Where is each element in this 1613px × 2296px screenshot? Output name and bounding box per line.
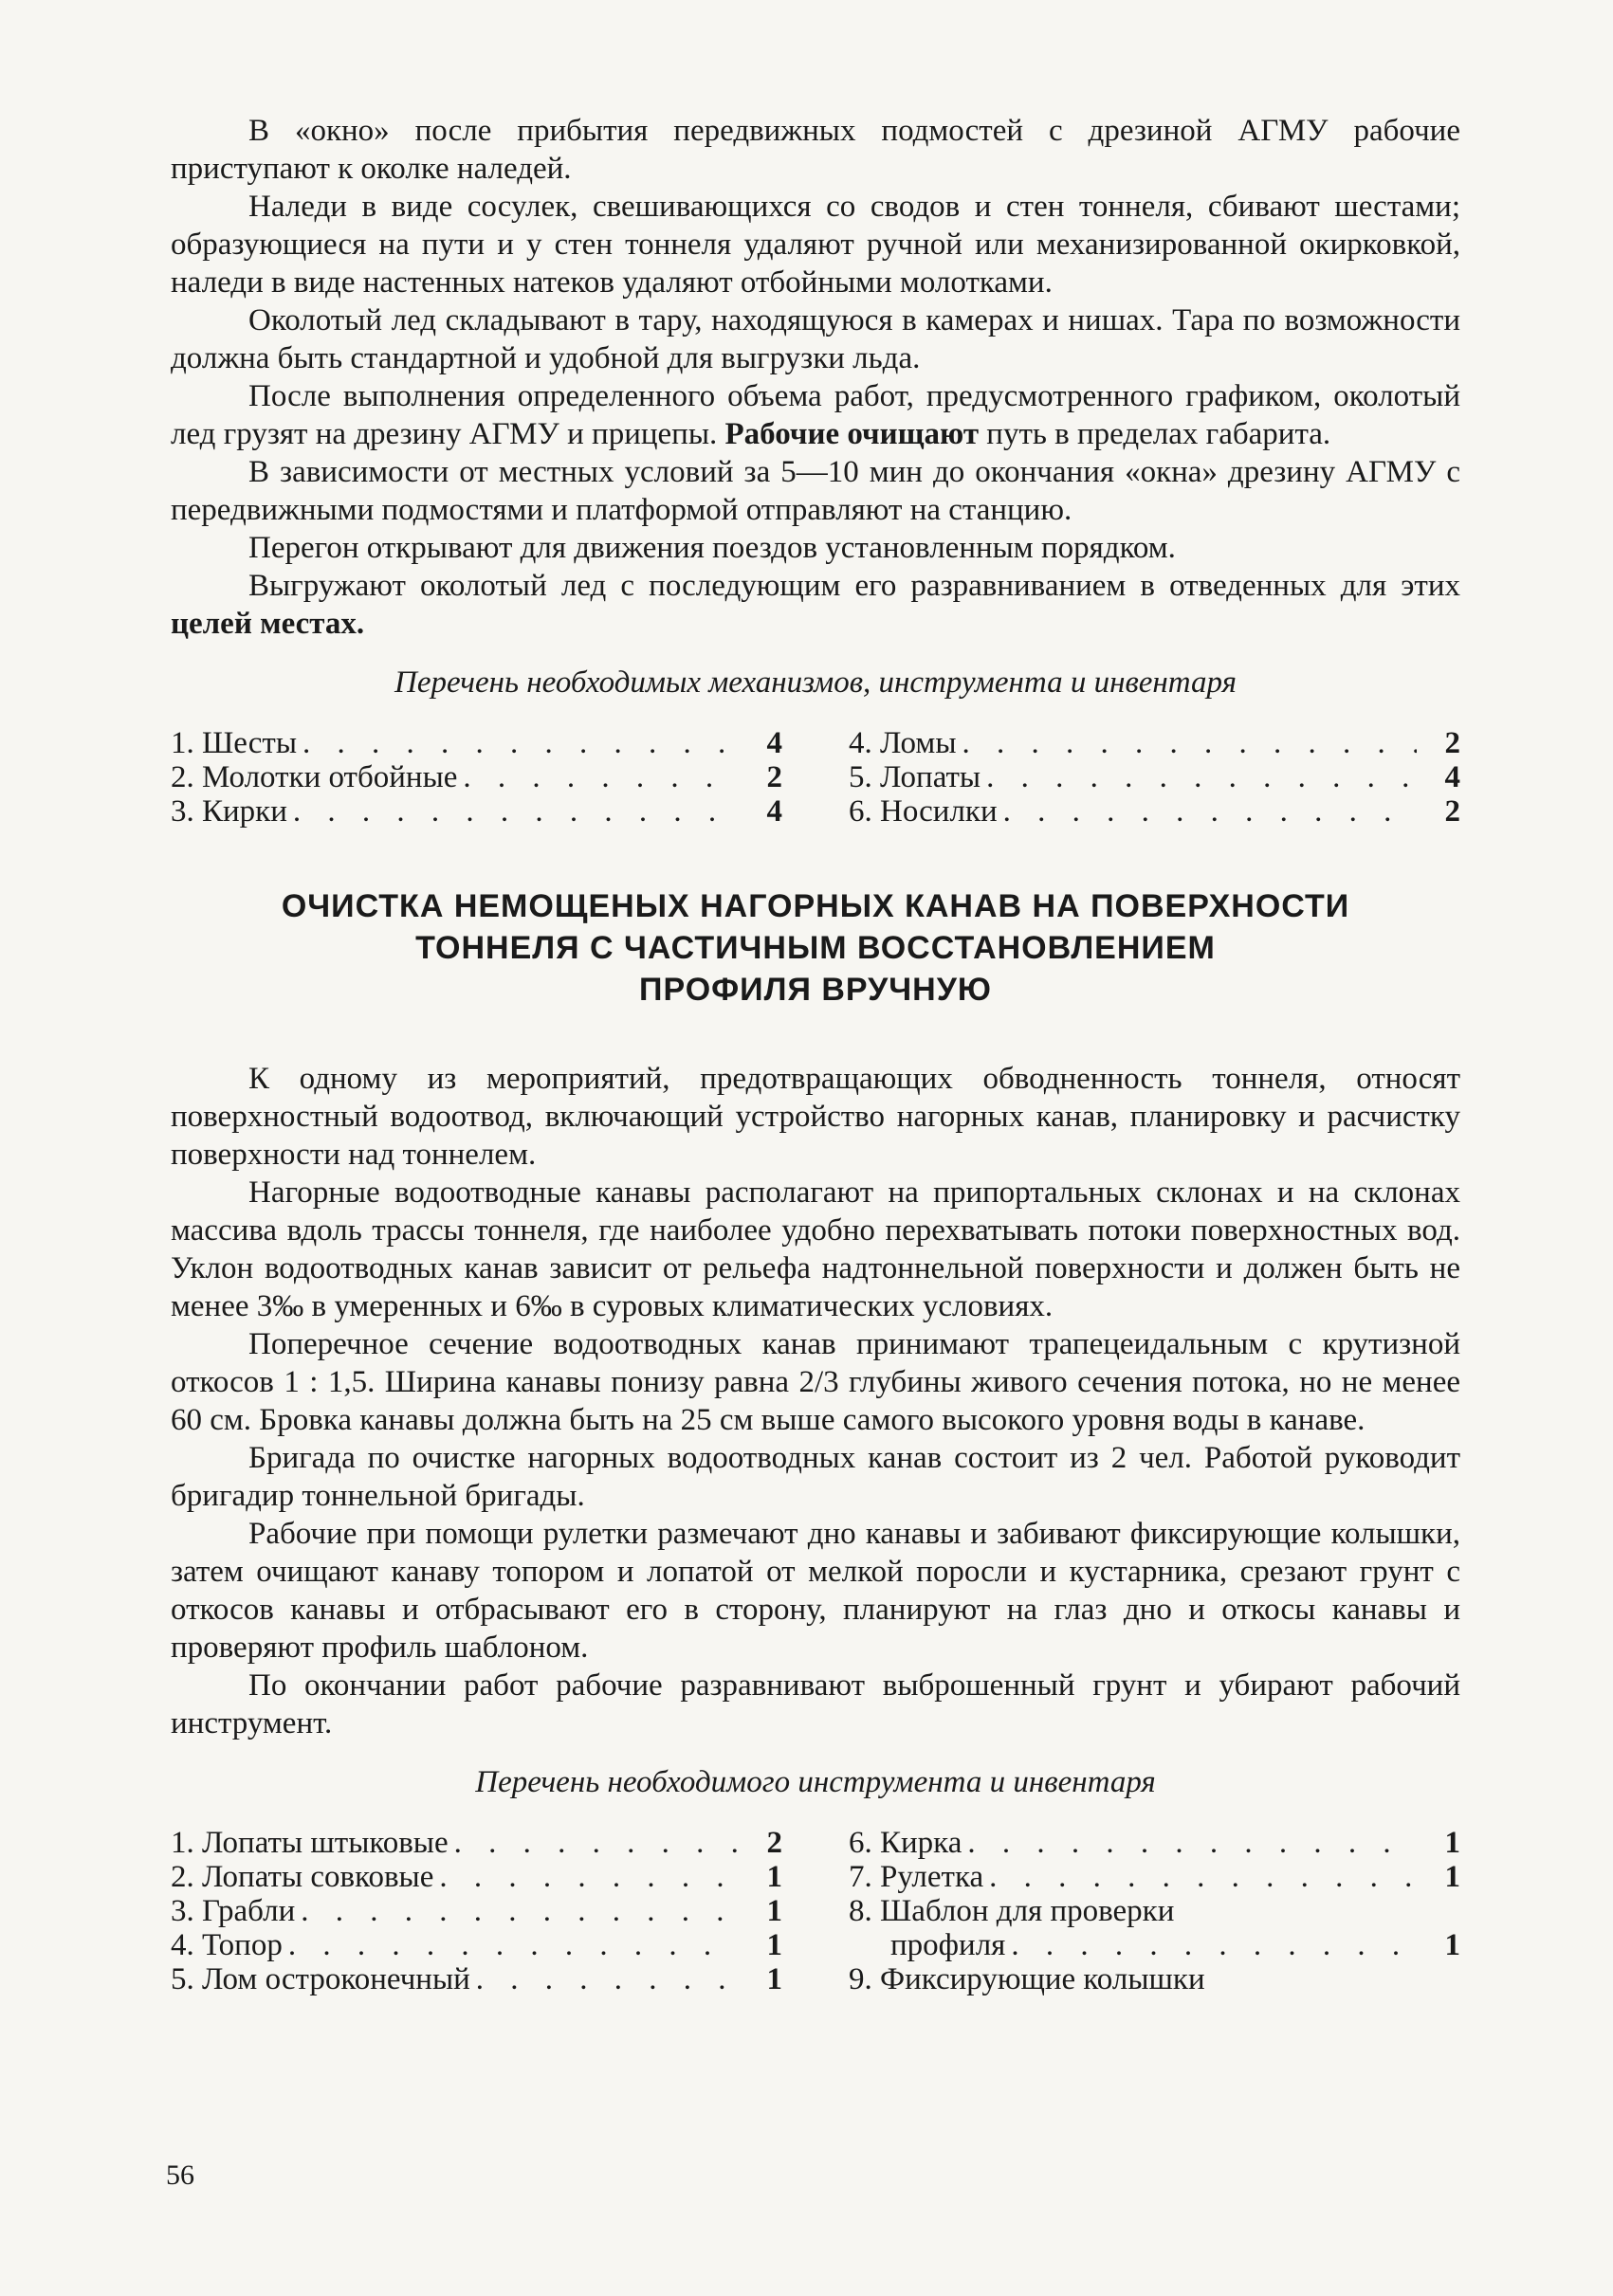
list-item: 7. Рулетка . . . 1 xyxy=(849,1860,1460,1894)
list-item: 2. Молотки отбойные . . . 2 xyxy=(171,760,782,794)
list-item: 5. Лопаты . . . 4 xyxy=(849,760,1460,794)
tools-list xyxy=(171,1826,1460,1996)
list-item: 8. Шаблон для проверки xyxy=(849,1894,1175,1928)
list-item: 9. Фиксирующие колышки xyxy=(849,1962,1205,1996)
section-heading: ОЧИСТКА НЕМОЩЕНЫХ НАГОРНЫХ КАНАВ НА ПОВЕРХНОСТИ ТОННЕЛЯ С ЧАСТИЧНЫМ ВОССТАНОВЛЕНИЕМ ПРОФИЛЯ ВРУЧНУЮ xyxy=(281,888,1350,1008)
paragraph: Бригада по очистке нагорных водоотводных канав состоит из 2 чел. Работой руководит бригадир тоннельной бригады. xyxy=(171,1441,1460,1513)
list-item: 4. Топор . . . 1 xyxy=(171,1928,782,1962)
tools-column-left xyxy=(171,1826,782,1996)
list-item: 4. Ломы . . . 2 xyxy=(849,726,1460,760)
paragraph: В «окно» после прибытия передвижных подмостей с дрезиной АГМУ рабочие приступают к околке наледей. xyxy=(171,114,1460,186)
tools-column-right xyxy=(849,1826,1460,1996)
list-item: 1. Лопаты штыковые . . . 2 xyxy=(171,1826,782,1860)
page-number: 56 xyxy=(166,2159,194,2191)
tools-list-title: Перечень необходимого инструмента и инвентаря xyxy=(475,1765,1156,1799)
equipment-column-right xyxy=(849,726,1460,829)
paragraph: По окончании работ рабочие разравнивают выброшенный грунт и убирают рабочий инструмент. xyxy=(171,1668,1460,1740)
list-item: 3. Кирки . . . 4 xyxy=(171,794,782,829)
paragraph: К одному из мероприятий, предотвращающих обводненность тоннеля, относят поверхностный водоотвод, включающий устройство нагорных канав, планировку и расчистку поверхности над тоннелем. xyxy=(171,1062,1460,1172)
list-item: 6. Носилки . . . 2 xyxy=(849,794,1460,829)
equipment-column-left xyxy=(171,726,782,829)
paragraph: Нагорные водоотводные канавы располагают на припортальных склонах и на склонах массива вдоль трассы тоннеля, где наиболее удобно перехватывать потоки поверхностных вод. Уклон водоотводных канав зависит от рельефа надтоннельной поверхности и должен быть не менее 3‰ в умеренных и 6‰ в суровых климатических условиях. xyxy=(171,1175,1460,1323)
paragraph: Выгружают околотый лед с последующим его разравниванием в отведенных для этих целей местах. xyxy=(171,569,1460,641)
list-item: 1. Шесты . . . 4 xyxy=(171,726,782,760)
paragraph: Поперечное сечение водоотводных канав принимают трапецеидальным с крутизной откосов 1 : 1,5. Ширина канавы понизу равна 2/3 глубины живого сечения потока, но не менее 60 см. Бровка канавы должна быть на 25 см выше самого высокого уровня воды в канаве. xyxy=(171,1327,1460,1437)
paragraph: В зависимости от местных условий за 5—10 мин до окончания «окна» дрезину АГМУ с передвижными подмостями и платформой отправляют на станцию. xyxy=(171,455,1460,527)
list-item: 5. Лом остроконечный . . . 1 xyxy=(171,1962,782,1996)
paragraph: После выполнения определенного объема работ, предусмотренного графиком, околотый лед грузят на дрезину АГМУ и прицепы. Рабочие очищают путь в пределах габарита. xyxy=(171,379,1460,451)
section-text xyxy=(171,1060,1460,1742)
page xyxy=(171,112,1460,1996)
paragraph: Перегон открывают для движения поездов установленным порядком. xyxy=(248,531,1176,565)
paragraph: Наледи в виде сосулек, свешивающихся со сводов и стен тоннеля, сбивают шестами; образующиеся на пути и у стен тоннеля удаляют ручной или механизированной окирковкой, наледи в виде настенных натеков удаляют отбойными молотками. xyxy=(171,190,1460,300)
paragraph: Околотый лед складывают в тару, находящуюся в камерах и нишах. Тара по возможности должна быть стандартной и удобной для выгрузки льда. xyxy=(171,303,1460,375)
list-item: 2. Лопаты совковые . . . 1 xyxy=(171,1860,782,1894)
equipment-list-title: Перечень необходимых механизмов, инструмента и инвентаря xyxy=(394,665,1237,700)
list-item: 6. Кирка . . . 1 xyxy=(849,1826,1460,1860)
equipment-list xyxy=(171,726,1460,829)
list-item: 3. Грабли . . . 1 xyxy=(171,1894,782,1928)
list-item: профиля . . . 1 xyxy=(849,1928,1460,1962)
top-text xyxy=(171,112,1460,643)
paragraph: Рабочие при помощи рулетки размечают дно канавы и забивают фиксирующие колышки, затем очищают канаву топором и лопатой от мелкой поросли и кустарника, срезают грунт с откосов канавы и отбрасывают его в сторону, планируют на глаз дно и откосы канавы и проверяют профиль шаблоном. xyxy=(171,1517,1460,1665)
